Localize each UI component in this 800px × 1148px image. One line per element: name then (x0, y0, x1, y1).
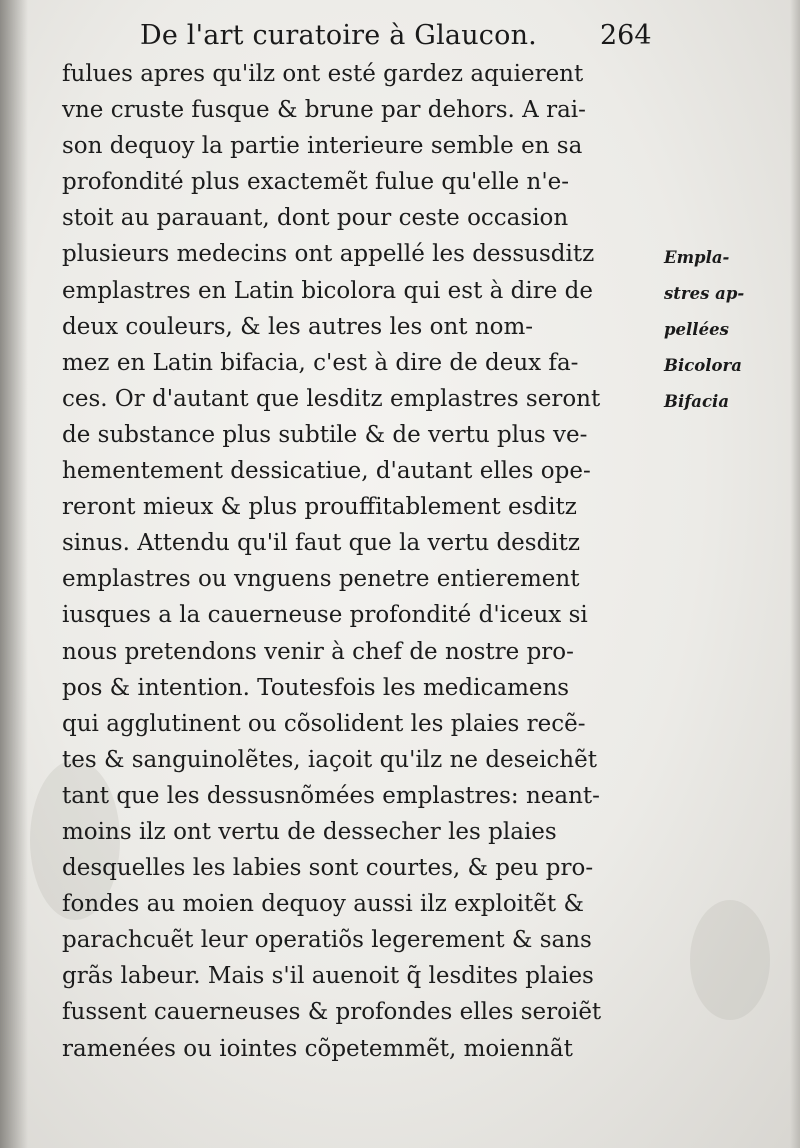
text-line (62, 778, 662, 814)
text-line-content: tes & sanguinolẽtes, iaçoit qu'ilz ne deseichẽt (62, 746, 597, 773)
text-line (62, 850, 662, 886)
text-line-content: son dequoy la partie interieure semble en sa (62, 133, 583, 160)
text-line (62, 200, 662, 236)
text-line-content: fussent cauerneuses & profondes elles seroiẽt (62, 999, 602, 1026)
text-line-content: moins ilz ont vertu de dessecher les plaies (62, 818, 557, 845)
text-line-content: emplastres ou vnguens penetre entierement (62, 566, 580, 593)
text-line (62, 634, 662, 670)
text-line (62, 417, 662, 453)
text-line (62, 742, 662, 778)
text-line (62, 922, 662, 958)
text-line (62, 670, 662, 706)
text-line-content: reront mieux & plus prouffitablement esditz (62, 494, 577, 521)
margin-notes (664, 240, 794, 420)
text-line-content: grãs labeur. Mais s'il auenoit q̃ lesdites plaies (62, 963, 594, 990)
margin-note: stres ap- (664, 284, 745, 304)
text-line (62, 273, 662, 309)
text-line (62, 1031, 662, 1067)
text-line (62, 958, 662, 994)
text-line-content: vne cruste fusque & brune par dehors. A rai- (62, 97, 586, 124)
text-line (62, 56, 662, 92)
text-line-content: de substance plus subtile & de vertu plus ve- (62, 421, 588, 448)
text-line-content: parachcuẽt leur operatiõs legerement & sans (62, 927, 592, 954)
text-line-content: emplastres en Latin bicolora qui est à dire de (62, 277, 593, 304)
text-line (62, 489, 662, 525)
text-line-content: fulues apres qu'ilz ont esté gardez aquierent (62, 61, 584, 87)
text-line (62, 886, 662, 922)
text-line-content: hementement dessicatiue, d'autant elles ope- (62, 458, 591, 485)
text-line (62, 994, 662, 1030)
margin-note: Bicolora (664, 356, 742, 376)
gutter-shadow (0, 0, 28, 1148)
text-line-content: mez en Latin bifacia, c'est à dire de deux fa- (62, 349, 579, 376)
text-line-content: fondes au moien dequoy aussi ilz exploitẽt & (62, 891, 584, 918)
text-line (62, 525, 662, 561)
text-line (62, 92, 662, 128)
text-line (62, 561, 662, 597)
text-line (62, 345, 662, 381)
margin-note: Empla- (664, 248, 730, 267)
text-line (62, 597, 662, 633)
running-title: De l'art curatoire à Glaucon. (140, 20, 537, 51)
text-line (62, 381, 662, 417)
text-line-content: desquelles les labies sont courtes, & peu pro- (62, 855, 594, 882)
text-line-content: iusques a la cauerneuse profondité d'iceux si (62, 602, 588, 629)
page-number: 264 (600, 20, 652, 51)
text-line-content: pos & intention. Toutesfois les medicamens (62, 674, 570, 701)
paper-stain (690, 900, 770, 1020)
text-line (62, 706, 662, 742)
text-line-content: sinus. Attendu qu'il faut que la vertu desditz (62, 530, 581, 557)
page-edge-shadow (790, 0, 800, 1148)
text-line-content: nous pretendons venir à chef de nostre pro- (62, 638, 574, 665)
text-line-content: ces. Or d'autant que lesditz emplastres seront (62, 385, 601, 412)
text-line-content: ramenées ou iointes cõpetemmẽt, moiennãt (62, 1035, 573, 1062)
text-line-content: plusieurs medecins ont appellé les dessusditz (62, 241, 595, 268)
text-line-content: profondité plus exactemẽt fulue qu'elle n'e- (62, 169, 570, 196)
text-line (62, 236, 662, 272)
margin-note: Bifacia (664, 392, 730, 412)
margin-note: pellées (664, 320, 729, 340)
text-line (62, 453, 662, 489)
text-line-content: qui agglutinent ou cõsolident les plaies recẽ- (62, 710, 586, 737)
text-line (62, 164, 662, 200)
text-line-content: tant que les dessusnõmées emplastres: neant- (62, 782, 600, 809)
text-line-content: stoit au parauant, dont pour ceste occasion (62, 205, 569, 232)
text-line (62, 128, 662, 164)
text-line (62, 309, 662, 345)
text-line-content: deux couleurs, & les autres les ont nom- (62, 313, 534, 340)
body-text (62, 56, 662, 1067)
text-line (62, 814, 662, 850)
